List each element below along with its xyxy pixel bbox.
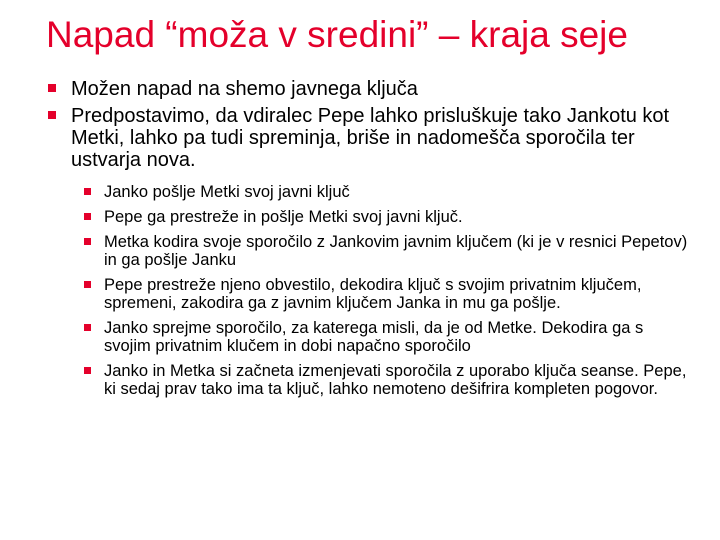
square-bullet-icon — [84, 188, 91, 195]
sub-bullet-list — [84, 183, 688, 398]
sub-bullet-text: Pepe ga prestreže in pošlje Metki svoj javni ključ. — [104, 208, 463, 226]
sub-bullet-text: Janko in Metka si začneta izmenjevati sporočila z uporabo ključa seanse. Pepe, ki sedaj prav tako ima ta ključ, lahko nemoteno dešifrira kompleten pogovor. — [104, 362, 687, 398]
bullet-list — [48, 78, 688, 405]
square-bullet-icon — [84, 367, 91, 374]
sub-bullet-text: Metka kodira svoje sporočilo z Jankovim javnim ključem (ki je v resnici Pepetov) in ga pošlje Janku — [104, 233, 688, 269]
sub-bullet-text: Pepe prestreže njeno obvestilo, dekodira ključ s svojim privatnim ključem, spremeni, zakodira ga z javnim ključem Janka in mu ga pošlje. — [104, 276, 642, 312]
sub-bullet-item — [84, 183, 688, 201]
sub-bullet-item — [84, 208, 688, 226]
sub-bullet-item — [84, 233, 688, 269]
square-bullet-icon — [84, 213, 91, 220]
bullet-item — [48, 78, 688, 100]
slide-title: Napad “moža v sredini” – kraja seje — [46, 14, 628, 55]
sub-bullet-item — [84, 319, 688, 355]
sub-bullet-item — [84, 362, 688, 398]
sub-bullet-text: Janko sprejme sporočilo, za katerega misli, da je od Metke. Dekodira ga s svojim privatnim klučem in dobi napačno sporočilo — [104, 319, 644, 355]
bullet-text: Predpostavimo, da vdiralec Pepe lahko prisluškuje tako Jankotu kot Metki, lahko pa tudi spreminja, briše in nadomešča sporočila ter ustvarja nova. — [71, 105, 670, 171]
bullet-item — [48, 105, 688, 171]
sub-bullet-item — [84, 276, 688, 312]
square-bullet-icon — [84, 238, 91, 245]
square-bullet-icon — [48, 84, 56, 92]
square-bullet-icon — [48, 111, 56, 119]
sub-bullet-text: Janko pošlje Metki svoj javni ključ — [104, 183, 350, 201]
square-bullet-icon — [84, 324, 91, 331]
square-bullet-icon — [84, 281, 91, 288]
bullet-text: Možen napad na shemo javnega ključa — [71, 78, 418, 100]
